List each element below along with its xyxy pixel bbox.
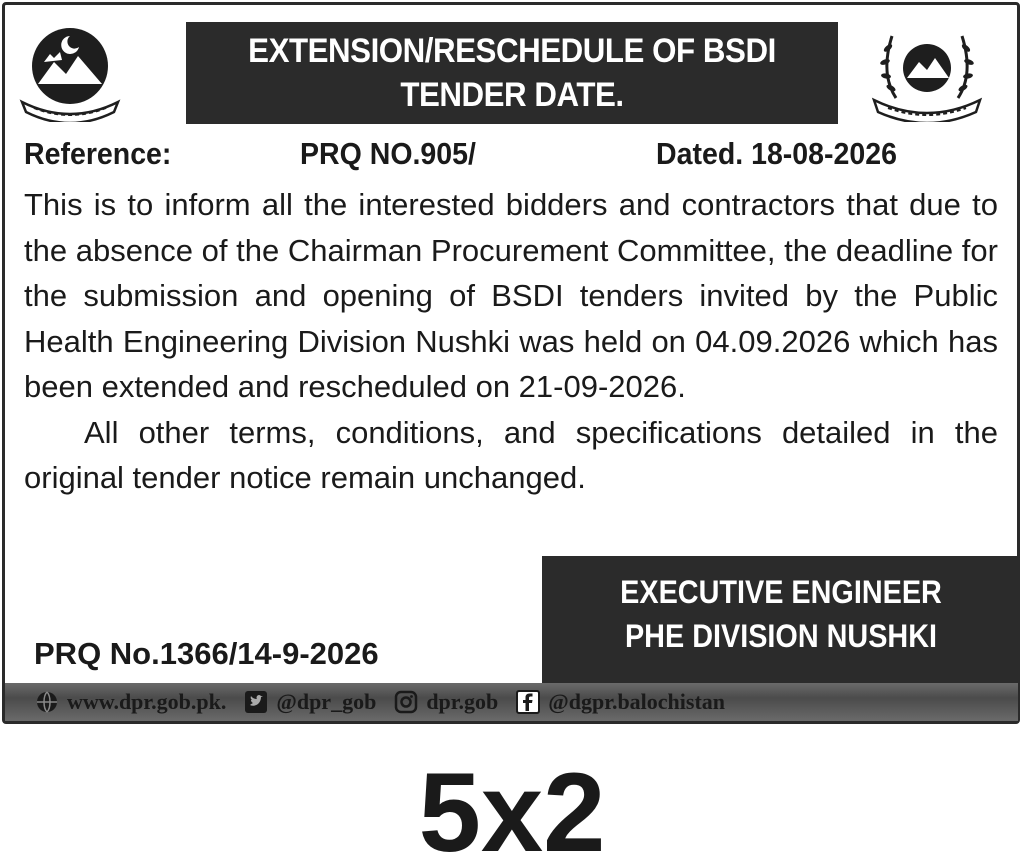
balochistan-emblem-left-icon (14, 22, 126, 122)
title-line-2: TENDER DATE. (400, 76, 624, 114)
title-line-1: EXTENSION/RESCHEDULE OF BSDI (248, 32, 776, 70)
prq-number-bottom: PRQ No.1366/14-9-2026 (34, 636, 379, 671)
paragraph-2: All other terms, conditions, and specifications detailed in the original tender notice remain unchanged. (24, 414, 998, 495)
notice-title (186, 22, 838, 124)
dgpr-emblem-right-icon (862, 22, 992, 122)
signatory-title: EXECUTIVE ENGINEER (620, 574, 942, 610)
instagram-icon (394, 690, 418, 714)
signatory-block (542, 556, 1020, 683)
signatory-division: PHE DIVISION NUSHKI (624, 618, 938, 654)
website-link[interactable]: www.dpr.gob.pk. (67, 689, 227, 714)
notice-body (24, 182, 998, 501)
instagram-handle[interactable]: dpr.gob (426, 689, 499, 714)
twitter-icon (244, 690, 268, 714)
prq-reference: PRQ NO.905/ (300, 136, 476, 171)
footer-social-bar (5, 683, 1018, 721)
footer-instagram[interactable] (394, 689, 498, 715)
dated-text: Dated. 18-08-2026 (656, 136, 897, 171)
reference-row (24, 136, 1004, 176)
paragraph-1: This is to inform all the interested bidders and contractors that due to the absence of the Chairman Procurement Committee, the deadline for the submission and opening of BSDI tenders invited by the Public Health Engineering Division Nushki was held on 04.09.2026 which has been extended and rescheduled on 21-09-2026. (24, 187, 998, 404)
footer-twitter[interactable] (244, 689, 376, 715)
facebook-icon (516, 690, 540, 714)
footer-facebook[interactable] (516, 689, 725, 715)
reference-label: Reference: (24, 136, 172, 171)
twitter-handle[interactable]: @dpr_gob (276, 689, 377, 714)
footer-website[interactable] (35, 689, 226, 715)
globe-icon (35, 690, 59, 714)
facebook-handle[interactable]: @dgpr.balochistan (548, 689, 726, 714)
ad-size-label: 5x2 (418, 750, 606, 863)
